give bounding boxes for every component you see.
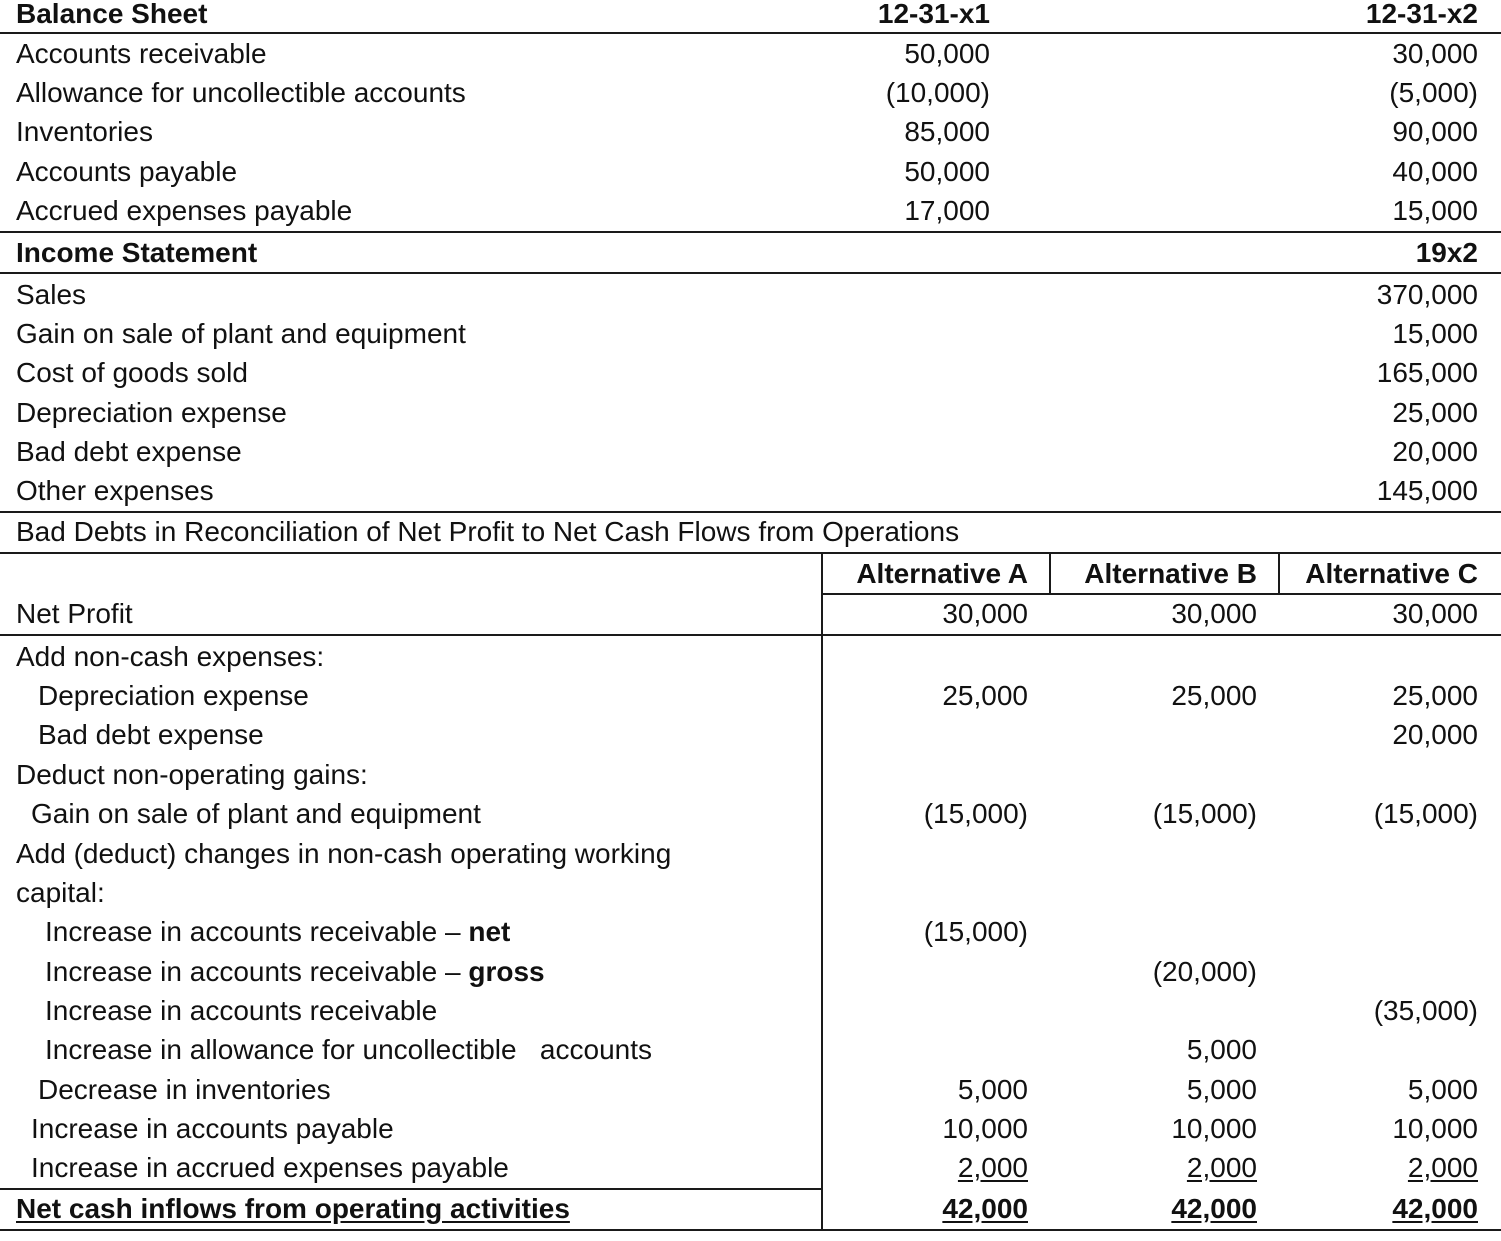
value-a: (15,000) (923, 798, 1028, 829)
value-x1: (10,000) (885, 77, 990, 108)
value-c: 10,000 (1392, 1113, 1478, 1144)
col-12-31-x1-header: 12-31-x1 (877, 0, 990, 29)
value-b: (15,000) (1152, 798, 1257, 829)
value-x2: 30,000 (1392, 38, 1478, 69)
balance-sheet-header (14, 0, 1500, 34)
row-label: Accrued expenses payable (16, 195, 353, 226)
balance-sheet-title: Balance Sheet (16, 0, 208, 29)
value-b: 30,000 (1171, 598, 1257, 629)
alternatives-header (14, 554, 1500, 594)
value-x2: 90,000 (1392, 116, 1478, 147)
reconciliation-title: Bad Debts in Reconciliation of Net Profit to Net Cash Flows from Operations (16, 516, 960, 547)
value-a: (15,000) (923, 916, 1028, 947)
row-label: Increase in accounts payable (31, 1113, 394, 1144)
value-c: (15,000) (1373, 798, 1478, 829)
row-label: Increase in allowance for uncollectible accounts (45, 1034, 653, 1065)
table-row (14, 912, 1500, 952)
row-label-emphasis: net (468, 916, 511, 947)
reconciliation-title-row (14, 512, 1500, 552)
section-label-row (14, 637, 1500, 677)
value-x2: (5,000) (1389, 77, 1478, 108)
value-b: 2,000 (1186, 1152, 1257, 1183)
table-row (14, 191, 1500, 231)
value-x1: 50,000 (904, 156, 990, 187)
value-c: 30,000 (1392, 598, 1478, 629)
section-label-row (14, 755, 1500, 795)
value-19x2: 370,000 (1376, 279, 1478, 310)
value-c: 2,000 (1407, 1152, 1478, 1183)
table-row (14, 432, 1500, 472)
value-19x2: 165,000 (1376, 357, 1478, 388)
table-row (14, 715, 1500, 755)
value-19x2: 20,000 (1392, 436, 1478, 467)
value-c: 20,000 (1392, 719, 1478, 750)
net-profit-rule (0, 634, 1501, 636)
value-19x2: 15,000 (1392, 318, 1478, 349)
row-label: Sales (16, 279, 87, 310)
table-row (14, 314, 1500, 354)
total-a: 42,000 (942, 1193, 1028, 1224)
col-12-31-x2-header: 12-31-x2 (1365, 0, 1478, 29)
income-statement-title: Income Statement (16, 237, 258, 268)
value-a: 30,000 (942, 598, 1028, 629)
row-label: Bad debt expense (16, 436, 242, 467)
row-label (45, 912, 510, 952)
value-x2: 15,000 (1392, 195, 1478, 226)
table-row (14, 1070, 1500, 1110)
row-label-text: Increase in accounts receivable – (45, 956, 469, 987)
value-c: 25,000 (1392, 680, 1478, 711)
row-label: Gain on sale of plant and equipment (31, 798, 481, 829)
value-x1: 17,000 (904, 195, 990, 226)
table-row (14, 34, 1500, 74)
value-a: 2,000 (957, 1152, 1028, 1183)
alternative-c-header: Alternative C (1305, 558, 1478, 589)
table-row (14, 952, 1500, 992)
col-19x2-header: 19x2 (1415, 237, 1478, 268)
value-c: 5,000 (1407, 1074, 1478, 1105)
row-label: Depreciation expense (16, 397, 287, 428)
row-label-emphasis: gross (468, 956, 545, 987)
net-profit-row (14, 594, 1500, 634)
row-label (45, 952, 545, 992)
table-row (14, 991, 1500, 1031)
value-a: 25,000 (942, 680, 1028, 711)
alternative-a-header: Alternative A (856, 558, 1028, 589)
row-label: Depreciation expense (38, 680, 309, 711)
add-noncash-label: Add non-cash expenses: (16, 641, 325, 672)
row-label: Increase in accrued expenses payable (31, 1152, 509, 1183)
table-row (14, 112, 1500, 152)
value-a: 5,000 (957, 1074, 1028, 1105)
table-row (14, 73, 1500, 113)
row-label-text: Increase in accounts receivable – (45, 916, 469, 947)
row-label: Inventories (16, 116, 153, 147)
total-label: Net cash inflows from operating activities (16, 1193, 570, 1224)
value-b: 5,000 (1186, 1074, 1257, 1105)
row-label: Bad debt expense (38, 719, 264, 750)
income-statement-header-rule (0, 272, 1501, 274)
row-label: Other expenses (16, 475, 214, 506)
table-row (14, 393, 1500, 433)
row-label: Decrease in inventories (38, 1074, 331, 1105)
table-row (14, 676, 1500, 716)
income-statement-header (14, 233, 1500, 273)
section-label-row (14, 873, 1500, 913)
table-row (14, 1030, 1500, 1070)
row-label: Gain on sale of plant and equipment (16, 318, 466, 349)
working-capital-label-line2: capital: (16, 877, 105, 908)
row-label: Allowance for uncollectible accounts (16, 77, 466, 108)
total-c: 42,000 (1392, 1193, 1478, 1224)
alternative-b-header: Alternative B (1084, 558, 1257, 589)
table-row (14, 1148, 1500, 1188)
table-row (14, 353, 1500, 393)
table-row (14, 1109, 1500, 1149)
table-row (14, 471, 1500, 511)
row-label: Net Profit (16, 598, 133, 629)
row-label: Accounts payable (16, 156, 238, 187)
deduct-gains-label: Deduct non-operating gains: (16, 759, 368, 790)
table-row (14, 152, 1500, 192)
table-row (14, 275, 1500, 315)
value-x1: 85,000 (904, 116, 990, 147)
total-b: 42,000 (1171, 1193, 1257, 1224)
bottom-rule (0, 1229, 1501, 1231)
row-label: Accounts receivable (16, 38, 267, 69)
value-b: (20,000) (1152, 956, 1257, 987)
row-label: Increase in accounts receivable (45, 995, 438, 1026)
value-b: 10,000 (1171, 1113, 1257, 1144)
section-label-row (14, 834, 1500, 874)
value-19x2: 25,000 (1392, 397, 1478, 428)
value-c: (35,000) (1373, 995, 1478, 1026)
total-row (14, 1189, 1500, 1229)
value-b: 25,000 (1171, 680, 1257, 711)
value-19x2: 145,000 (1376, 475, 1478, 506)
value-x1: 50,000 (904, 38, 990, 69)
value-x2: 40,000 (1392, 156, 1478, 187)
table-row (14, 794, 1500, 834)
row-label: Cost of goods sold (16, 357, 248, 388)
value-b: 5,000 (1186, 1034, 1257, 1065)
value-a: 10,000 (942, 1113, 1028, 1144)
working-capital-label-line1: Add (deduct) changes in non-cash operating working (16, 838, 672, 869)
